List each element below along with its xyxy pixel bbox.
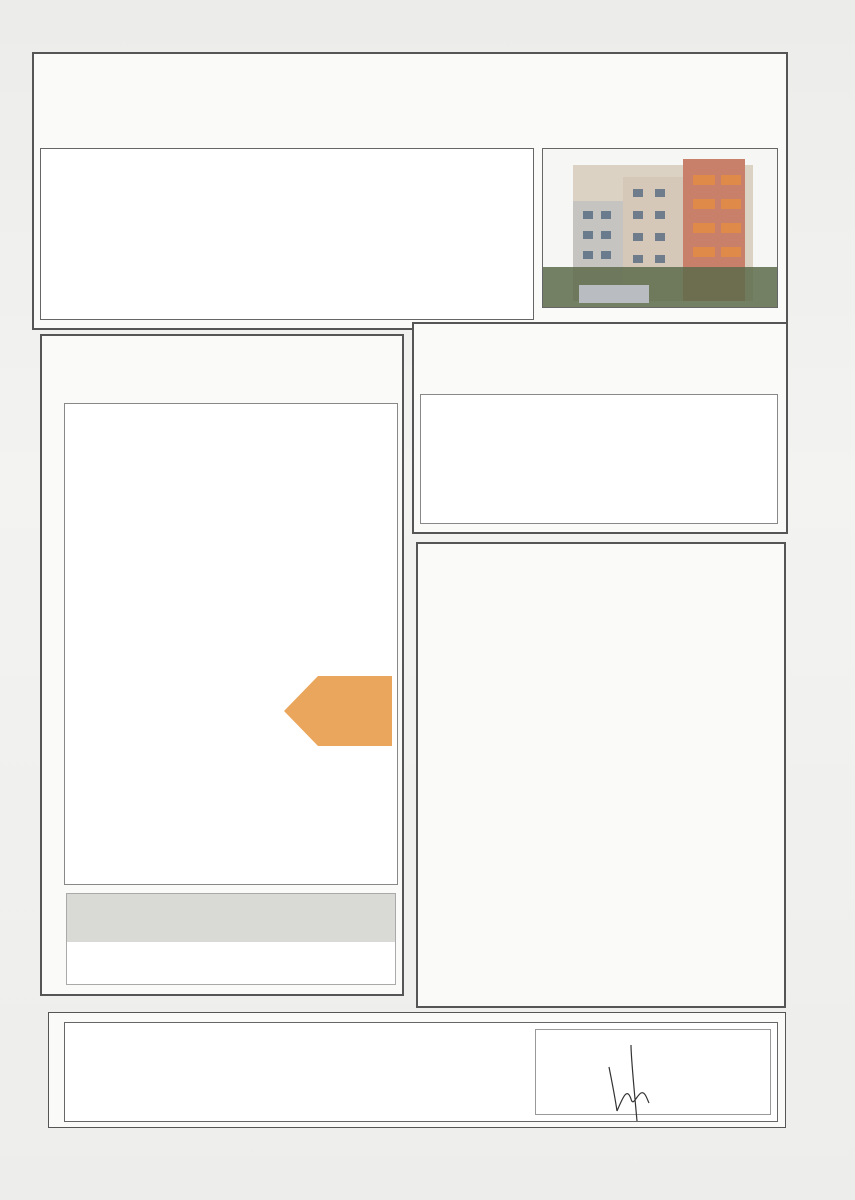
footer-panel [64, 1022, 778, 1122]
legend-swatch-szte [433, 409, 442, 418]
indicators-box [416, 542, 786, 1008]
classification-scale [64, 403, 398, 885]
current-class-arrow [284, 676, 392, 746]
legend-swatch-electricity [433, 427, 442, 436]
building-photo [542, 148, 778, 308]
legend-item-electricity [433, 427, 446, 437]
requirements-panel [66, 893, 396, 985]
energy-split-panel [420, 394, 778, 524]
area-row [65, 291, 71, 303]
energy-pie-chart [643, 397, 769, 523]
signature [601, 1037, 671, 1123]
address-panel [40, 148, 534, 320]
legend-item-szte [433, 409, 446, 419]
requirements-header [67, 894, 395, 942]
